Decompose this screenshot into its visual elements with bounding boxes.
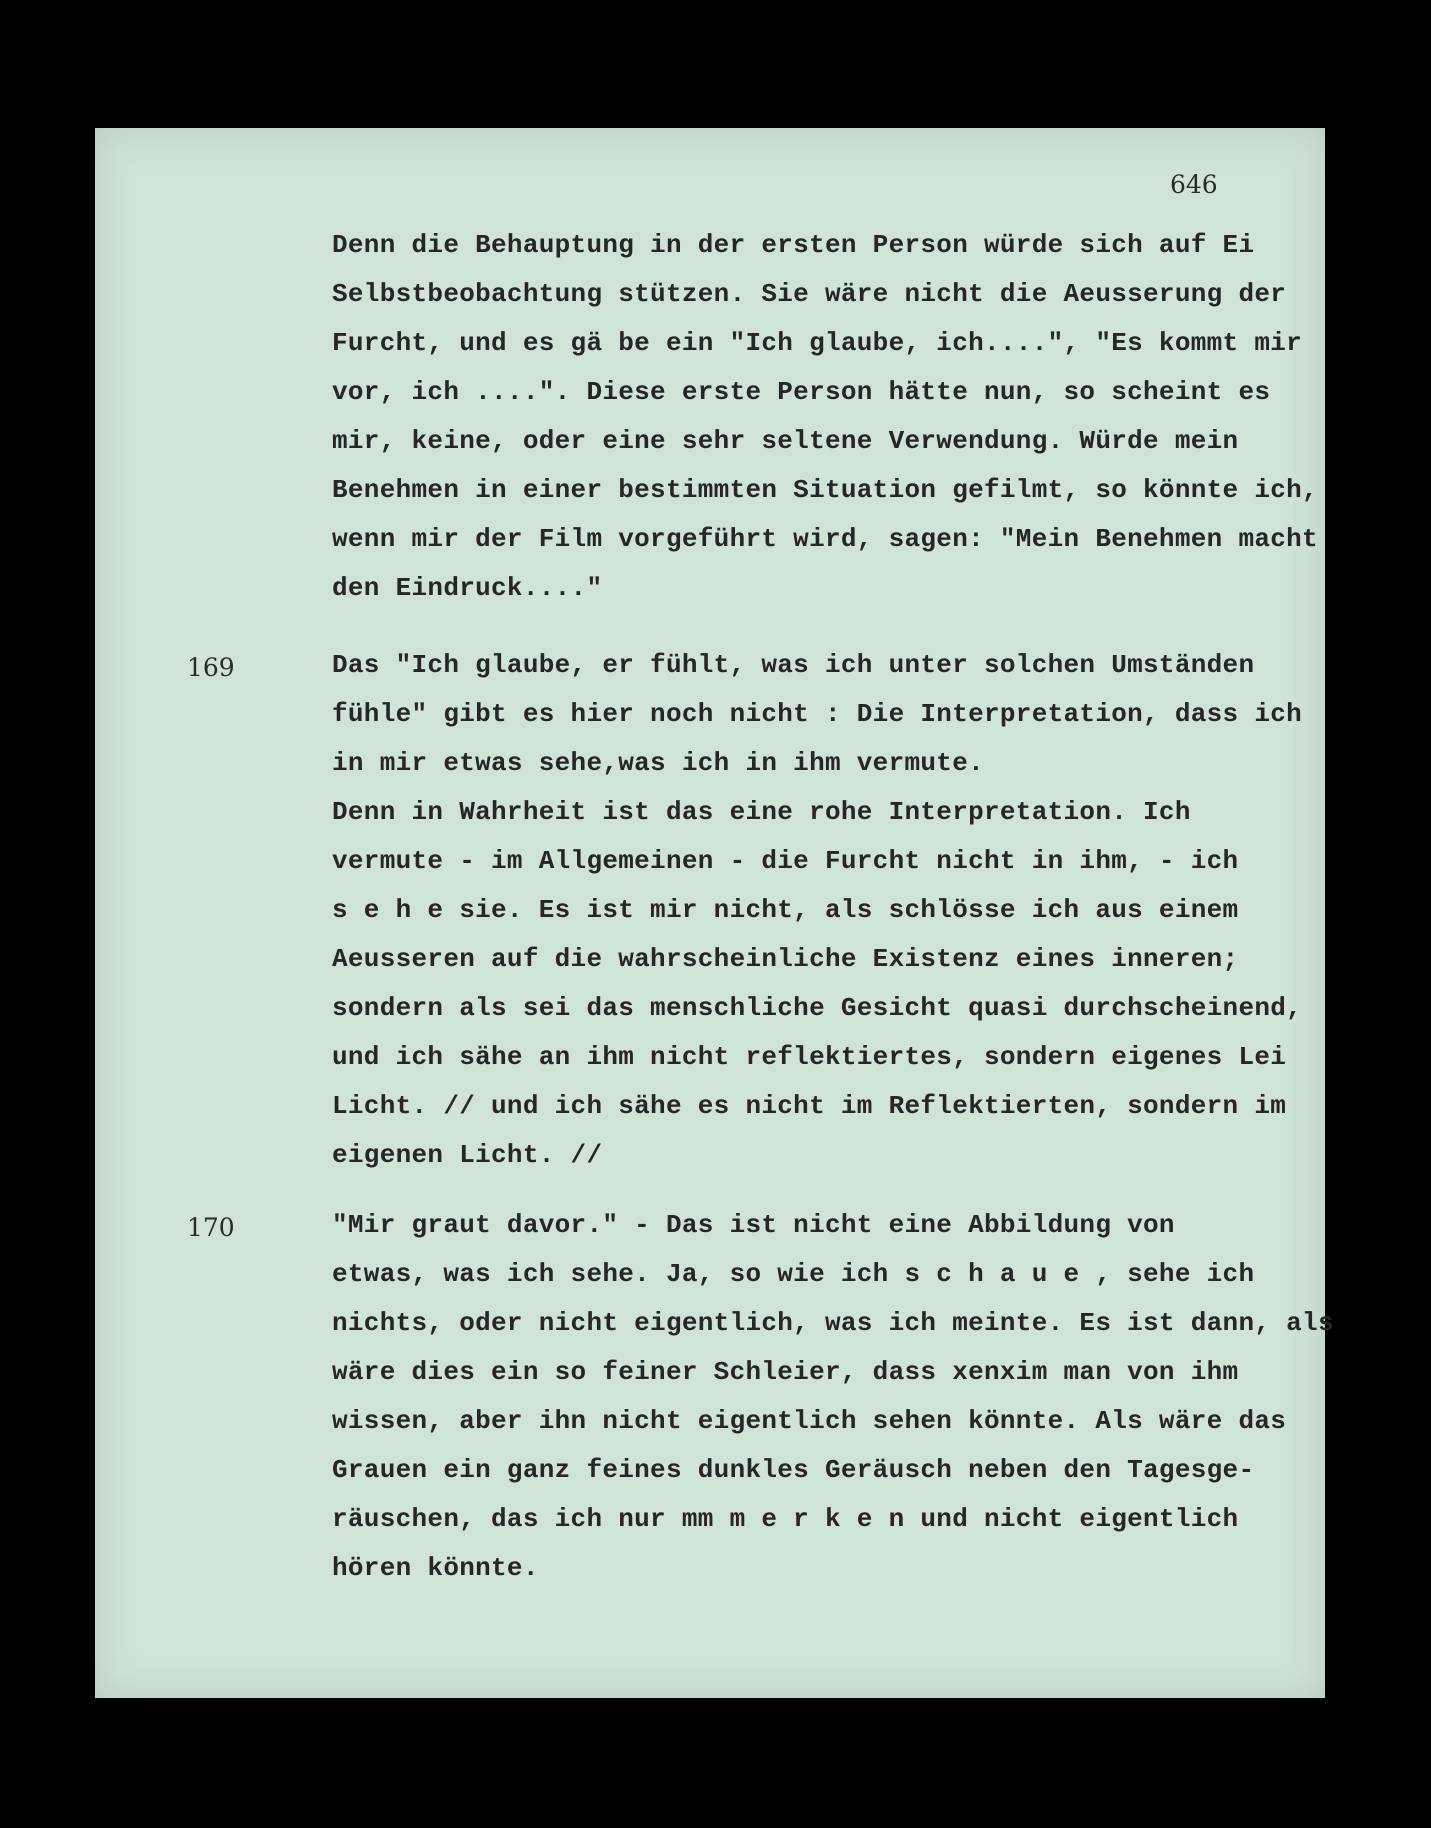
text-line: vermute - im Allgemeinen - die Furcht nicht in ihm, - ich xyxy=(332,846,1239,876)
page-number: 646 xyxy=(1170,170,1218,199)
margin-number-170: 170 xyxy=(187,1213,235,1242)
text-line: Grauen ein ganz feines dunkles Geräusch neben den Tagesge- xyxy=(332,1455,1255,1485)
text-line: eigenen Licht. // xyxy=(332,1140,603,1170)
text-line: Denn in Wahrheit ist das eine rohe Interpretation. Ich xyxy=(332,797,1191,827)
text-line: und ich sähe an ihm nicht reflektiertes, sondern eigenes Lei xyxy=(332,1042,1287,1072)
text-line: Benehmen in einer bestimmten Situation gefilmt, so könnte ich, xyxy=(332,475,1318,505)
text-line: wissen, aber ihn nicht eigentlich sehen könnte. Als wäre das xyxy=(332,1406,1287,1436)
text-line: Selbstbeobachtung stützen. Sie wäre nicht die Aeusserung der xyxy=(332,279,1287,309)
text-line: Denn die Behauptung in der ersten Person würde sich auf Ei xyxy=(332,230,1255,260)
text-line: Furcht, und es gä be ein "Ich glaube, ich....", "Es kommt mir xyxy=(332,328,1303,358)
text-line: Das "Ich glaube, er fühlt, was ich unter solchen Umständen xyxy=(332,650,1255,680)
text-line: den Eindruck...." xyxy=(332,573,603,603)
text-line: hören könnte. xyxy=(332,1553,539,1583)
typed-page xyxy=(95,128,1334,1698)
text-line: wenn mir der Film vorgeführt wird, sagen: "Mein Benehmen macht xyxy=(332,524,1318,554)
text-line: "Mir graut davor." - Das ist nicht eine Abbildung von xyxy=(332,1210,1175,1240)
text-line: vor, ich ....". Diese erste Person hätte nun, so scheint es xyxy=(332,377,1271,407)
text-line: Licht. // und ich sähe es nicht im Reflektierten, sondern im xyxy=(332,1091,1287,1121)
text-line: räuschen, das ich nur mm m e r k e n und nicht eigentlich xyxy=(332,1504,1239,1534)
text-line: etwas, was ich sehe. Ja, so wie ich s c h a u e , sehe ich xyxy=(332,1259,1255,1289)
margin-number-169: 169 xyxy=(187,653,235,682)
text-line: mir, keine, oder eine sehr seltene Verwendung. Würde mein xyxy=(332,426,1239,456)
text-line: nichts, oder nicht eigentlich, was ich meinte. Es ist dann, als xyxy=(332,1308,1334,1338)
text-line: fühle" gibt es hier noch nicht : Die Interpretation, dass ich xyxy=(332,699,1303,729)
text-line: wäre dies ein so feiner Schleier, dass xenxim man von ihm xyxy=(332,1357,1239,1387)
text-line: Aeusseren auf die wahrscheinliche Existenz eines inneren; xyxy=(332,944,1239,974)
text-line: sondern als sei das menschliche Gesicht quasi durchscheinend, xyxy=(332,993,1303,1023)
text-line: s e h e sie. Es ist mir nicht, als schlösse ich aus einem xyxy=(332,895,1239,925)
text-line: in mir etwas sehe,was ich in ihm vermute. xyxy=(332,748,985,778)
